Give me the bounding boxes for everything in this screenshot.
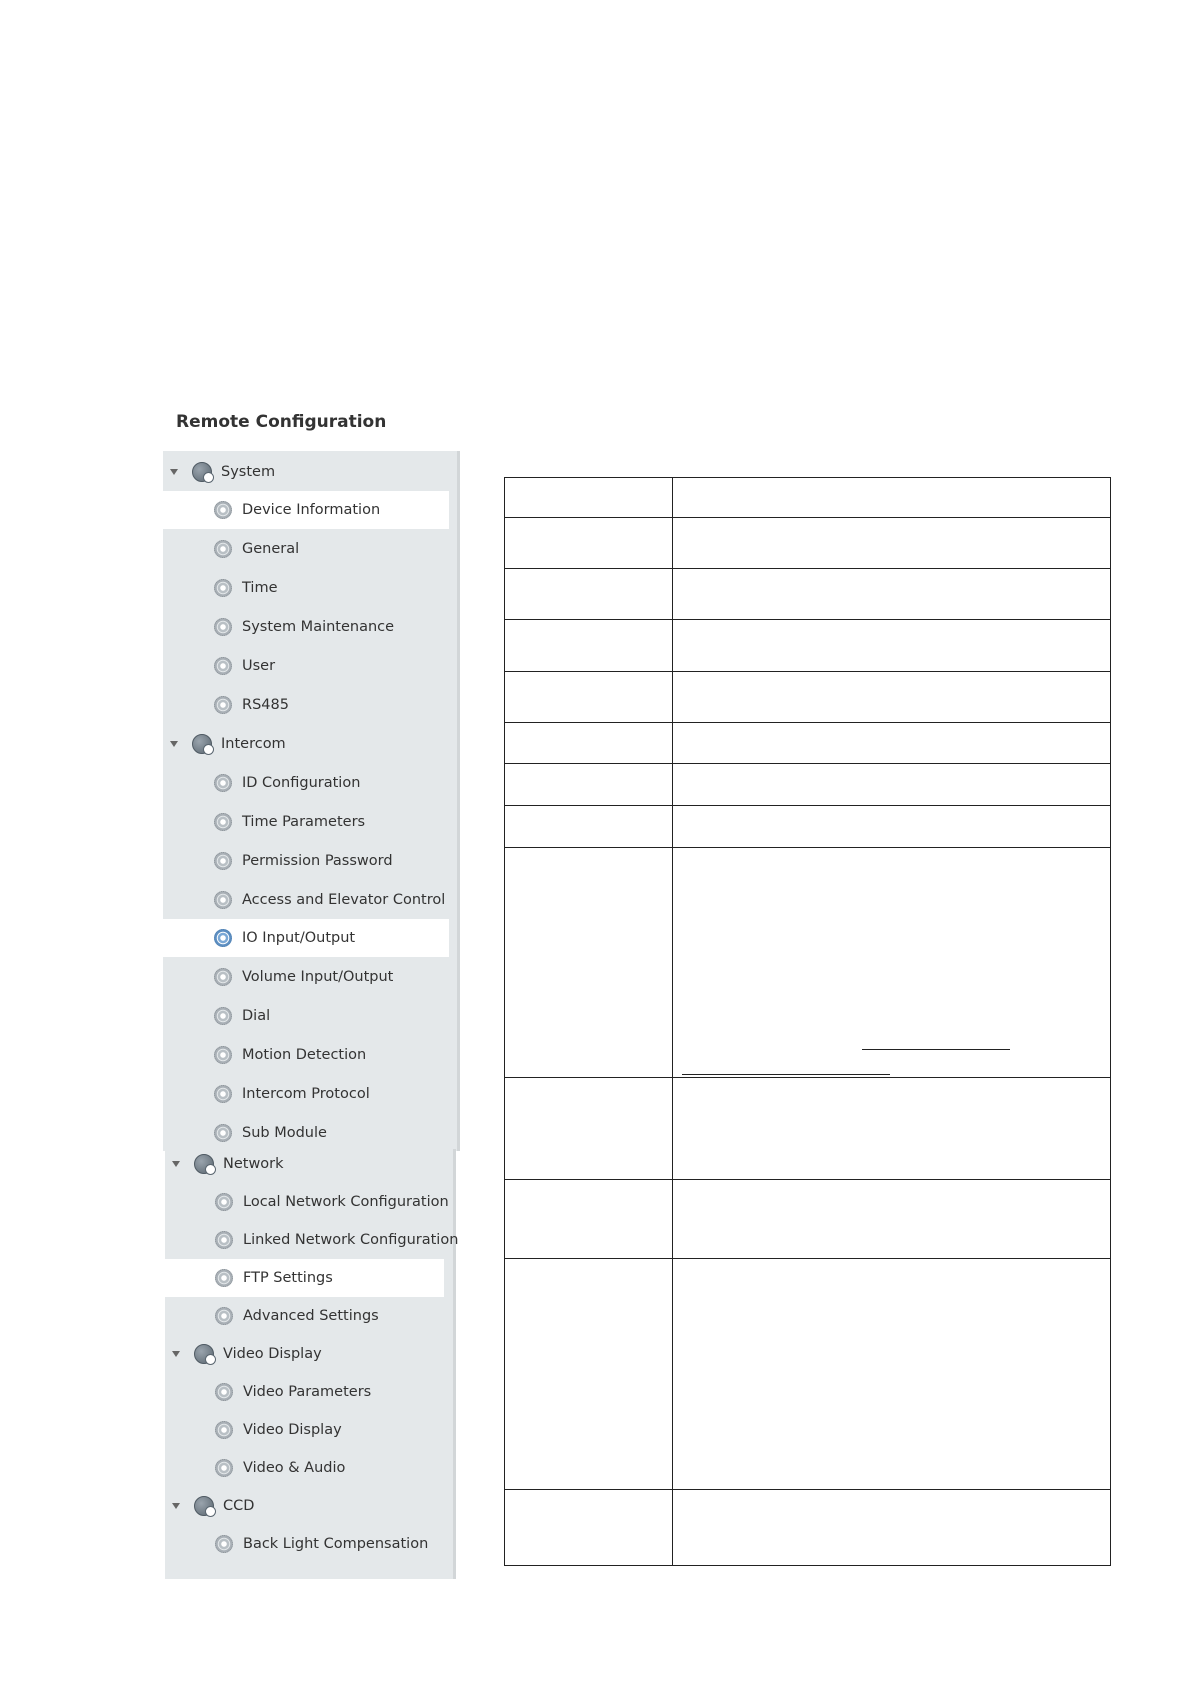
tree-group-label: CCD (223, 1498, 255, 1514)
gear-icon (214, 1124, 232, 1142)
tree-item-volume-input-output[interactable] (214, 958, 393, 996)
tree-item-motion-detection[interactable] (214, 1036, 366, 1074)
gear-icon (214, 891, 232, 909)
tree-item-video-display[interactable] (215, 1411, 342, 1449)
tree-item-label: General (242, 541, 300, 557)
table-row-divider (505, 1077, 1110, 1078)
tree-group-label: Intercom (221, 736, 286, 752)
gear-icon (215, 1535, 233, 1553)
tree-group-label: Video Display (223, 1346, 322, 1362)
tree-item-user[interactable] (214, 647, 275, 685)
table-row-divider (505, 805, 1110, 806)
caret-down-icon[interactable] (172, 1503, 180, 1509)
gear-icon (214, 540, 232, 558)
gear-icon (214, 1085, 232, 1103)
tree-item-advanced-settings[interactable] (215, 1297, 379, 1335)
gear-icon (214, 1046, 232, 1064)
tree-item-label: Time (242, 580, 278, 596)
tree-group-ccd[interactable] (172, 1487, 254, 1525)
tree-item-general[interactable] (214, 530, 299, 568)
tree-item-video-audio[interactable] (215, 1449, 345, 1487)
globe-icon (192, 734, 212, 754)
tree-item-device-information[interactable] (163, 491, 449, 529)
table-row-divider (505, 763, 1110, 764)
tree-item-local-network-configuration[interactable] (215, 1183, 449, 1221)
tree-group-label: Network (223, 1156, 284, 1172)
tree-item-dial[interactable] (214, 997, 270, 1035)
gear-icon (215, 1269, 233, 1287)
caret-down-icon[interactable] (172, 1161, 180, 1167)
tree-item-label: Video Display (243, 1422, 342, 1438)
tree-item-label: Access and Elevator Control (242, 892, 446, 908)
table-row-divider (505, 619, 1110, 620)
gear-icon (214, 579, 232, 597)
gear-icon (214, 813, 232, 831)
tree-group-video-display[interactable] (172, 1335, 322, 1373)
tree-item-rs485[interactable] (214, 686, 289, 724)
tree-item-label: Video & Audio (243, 1460, 346, 1476)
tree-item-label: RS485 (242, 697, 289, 713)
tree-item-io-input-output[interactable] (163, 919, 449, 957)
gear-icon (215, 1307, 233, 1325)
tree-item-label: Device Information (242, 502, 381, 518)
underline-mark (682, 1074, 890, 1075)
table-row-divider (505, 722, 1110, 723)
gear-icon (214, 657, 232, 675)
table-row-divider (505, 1258, 1110, 1259)
table-row-divider (505, 568, 1110, 569)
tree-item-id-configuration[interactable] (214, 764, 360, 802)
gear-icon (215, 1231, 233, 1249)
table-row-divider (505, 847, 1110, 848)
gear-icon (215, 1383, 233, 1401)
caret-down-icon[interactable] (172, 1351, 180, 1357)
tree-item-system-maintenance[interactable] (214, 608, 394, 646)
table-row-divider (505, 517, 1110, 518)
tree-item-label: Advanced Settings (243, 1308, 379, 1324)
tree-item-label: Sub Module (242, 1125, 327, 1141)
tree-item-label: FTP Settings (243, 1270, 333, 1286)
tree-item-label: User (242, 658, 276, 674)
tree-group-intercom[interactable] (170, 725, 286, 763)
tree-item-label: Motion Detection (242, 1047, 367, 1063)
gear-icon (215, 1459, 233, 1477)
tree-item-label: Dial (242, 1008, 271, 1024)
tree-item-label: Permission Password (242, 853, 393, 869)
caret-down-icon[interactable] (170, 741, 178, 747)
gear-icon (214, 501, 232, 519)
gear-icon (215, 1421, 233, 1439)
table-row-divider (505, 1489, 1110, 1490)
table-row-divider (505, 1179, 1110, 1180)
tree-item-label: Intercom Protocol (242, 1086, 370, 1102)
tree-item-label: Video Parameters (243, 1384, 372, 1400)
globe-icon (194, 1344, 214, 1364)
tree-item-label: Time Parameters (242, 814, 366, 830)
tree-item-label: Volume Input/Output (242, 969, 394, 985)
tree-item-label: IO Input/Output (242, 930, 356, 946)
tree-group-system[interactable] (170, 453, 275, 491)
tree-item-video-parameters[interactable] (215, 1373, 371, 1411)
gear-icon (215, 1193, 233, 1211)
globe-icon (194, 1496, 214, 1516)
gear-icon (214, 852, 232, 870)
underline-mark (862, 1049, 1010, 1050)
tree-item-intercom-protocol[interactable] (214, 1075, 370, 1113)
tree-item-time[interactable] (214, 569, 278, 607)
gear-icon (214, 618, 232, 636)
gear-icon (214, 1007, 232, 1025)
tree-item-label: Linked Network Configuration (243, 1232, 459, 1248)
table-row-divider (505, 671, 1110, 672)
tree-item-label: Local Network Configuration (243, 1194, 449, 1210)
tree-item-time-parameters[interactable] (214, 803, 365, 841)
tree-item-label: ID Configuration (242, 775, 361, 791)
gear-icon (214, 774, 232, 792)
remote-configuration-title: Remote Configuration (176, 412, 387, 432)
tree-group-network[interactable] (172, 1145, 284, 1183)
gear-icon (214, 696, 232, 714)
table-column-divider (672, 478, 673, 1565)
description-table (504, 477, 1111, 1566)
globe-icon (194, 1154, 214, 1174)
tree-group-label: System (221, 464, 276, 480)
tree-item-access-elevator-control[interactable] (214, 881, 445, 919)
globe-icon (192, 462, 212, 482)
caret-down-icon[interactable] (170, 469, 178, 475)
tree-item-label: Back Light Compensation (243, 1536, 429, 1552)
gear-icon (214, 968, 232, 986)
tree-item-permission-password[interactable] (214, 842, 393, 880)
tree-item-label: System Maintenance (242, 619, 395, 635)
tree-item-linked-network-configuration[interactable] (215, 1221, 458, 1259)
tree-item-back-light-compensation[interactable] (215, 1525, 428, 1563)
gear-icon (214, 929, 232, 947)
tree-item-ftp-settings[interactable] (165, 1259, 444, 1297)
